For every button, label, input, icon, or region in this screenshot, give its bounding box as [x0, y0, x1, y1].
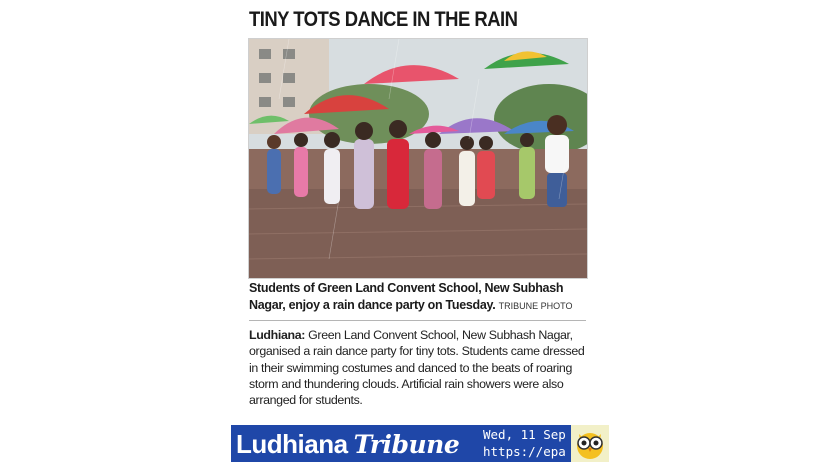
caption-text: Students of Green Land Convent School, New Subhash Nagar, enjoy a rain dance party on Tuesday.: [249, 281, 564, 312]
photo-credit: TRIBUNE PHOTO: [498, 301, 573, 311]
owl-icon: [571, 425, 609, 462]
dateline: Ludhiana:: [249, 328, 306, 342]
brand-city: Ludhiana: [236, 429, 348, 459]
article-photo: [248, 38, 588, 279]
body-text: Green Land Convent School, New Subhash Nagar, organised a rain dance party for tiny tots. Students came dressed in their swimming costumes and danced to the beats of roaring storm and thundering clouds. Artificial rain showers were also arranged for students.: [249, 328, 585, 408]
brand-paper: Tribune: [353, 430, 460, 459]
epaper-url[interactable]: https://epa: [483, 444, 566, 459]
newspaper-brand[interactable]: [236, 427, 459, 461]
edition-date: Wed, 11 Sep: [483, 427, 566, 442]
photo-caption: [249, 280, 594, 315]
divider: [249, 320, 586, 321]
headline: TINY TOTS DANCE IN THE RAIN: [249, 8, 518, 31]
article-body: [249, 327, 594, 408]
epaper-stamp[interactable]: [483, 425, 570, 463]
